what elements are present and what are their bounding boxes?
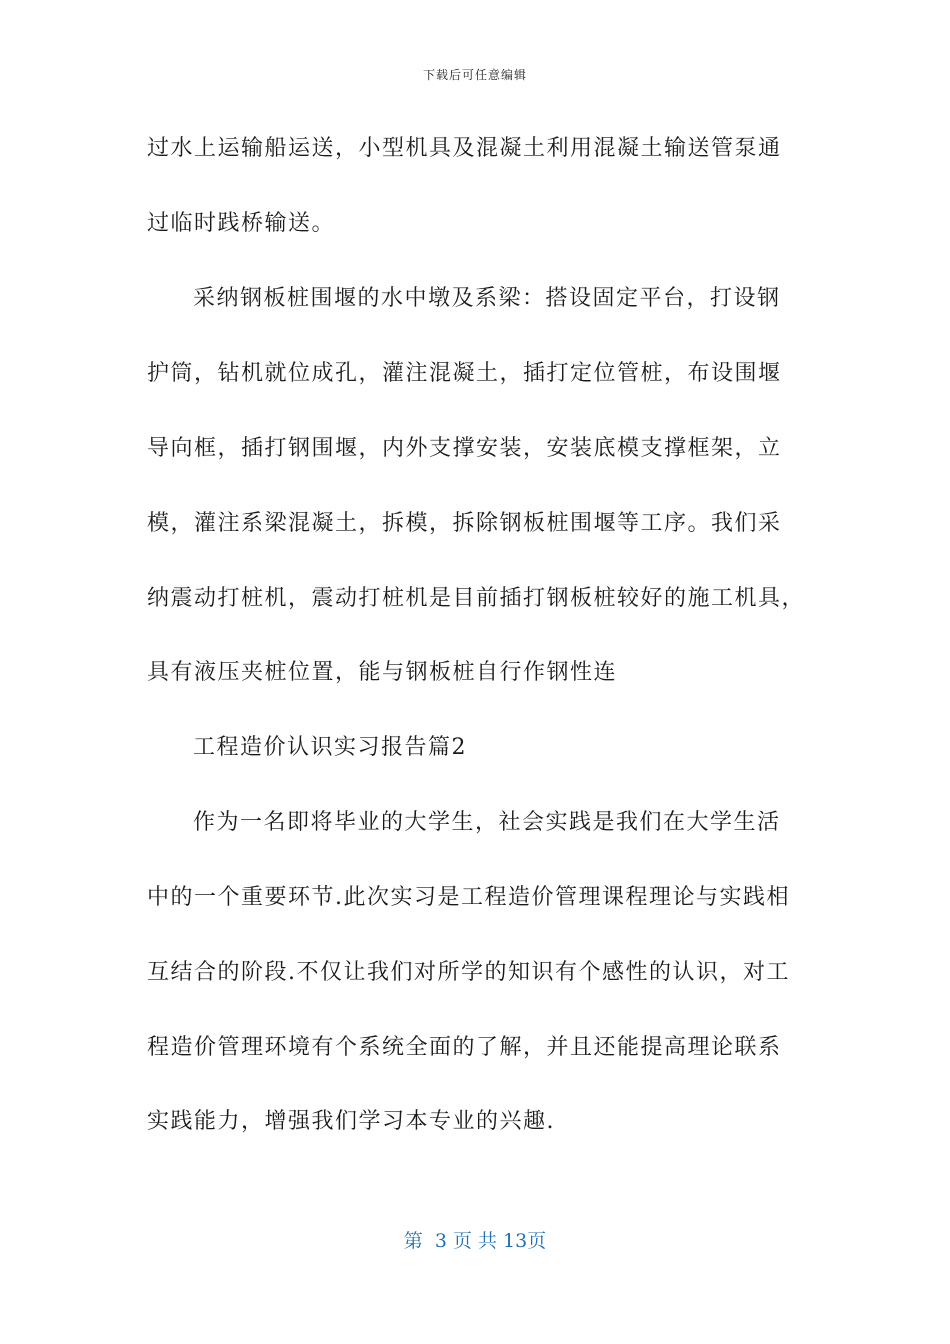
text-line: 模，灌注系梁混凝土，拆模，拆除钢板桩围堰等工序。我们采: [147, 511, 782, 536]
text-line: 具有液压夹桩位置，能与钢板桩自行作钢性连: [147, 660, 618, 685]
page-header: 下载后可任意编辑: [422, 68, 527, 82]
text-line: 中的一个重要环节.此次实习是工程造价管理课程理论与实践相: [147, 885, 790, 910]
text-line: 纳震动打桩机，震动打桩机是目前插打钢板桩较好的施工机具，: [147, 586, 806, 611]
paragraph-start-line: 采纳钢板桩围堰的水中墩及系梁：搭设固定平台，打设钢: [193, 286, 781, 311]
text-line: 程造价管理环境有个系统全面的了解，并且还能提高理论联系: [147, 1035, 782, 1060]
text-line: 过临时践桥输送。: [147, 211, 336, 236]
page-number: 第 3 页 共 13页: [403, 1230, 547, 1252]
text-line: 实践能力，增强我们学习本专业的兴趣.: [147, 1109, 555, 1134]
text-line: 护筒，钻机就位成孔，灌注混凝土，插打定位管桩，布设围堰: [147, 361, 782, 386]
paragraph-start-line: 作为一名即将毕业的大学生，社会实践是我们在大学生活: [193, 810, 781, 835]
text-line: 互结合的阶段.不仅让我们对所学的知识有个感性的认识，对工: [147, 960, 790, 985]
text-line: 过水上运输船运送，小型机具及混凝土利用混凝土输送管泵通: [147, 136, 782, 161]
text-line: 导向框，插打钢围堰，内外支撑安装，安装底模支撑框架，立: [147, 436, 782, 461]
section-heading: 工程造价认识实习报告篇2: [193, 735, 467, 760]
